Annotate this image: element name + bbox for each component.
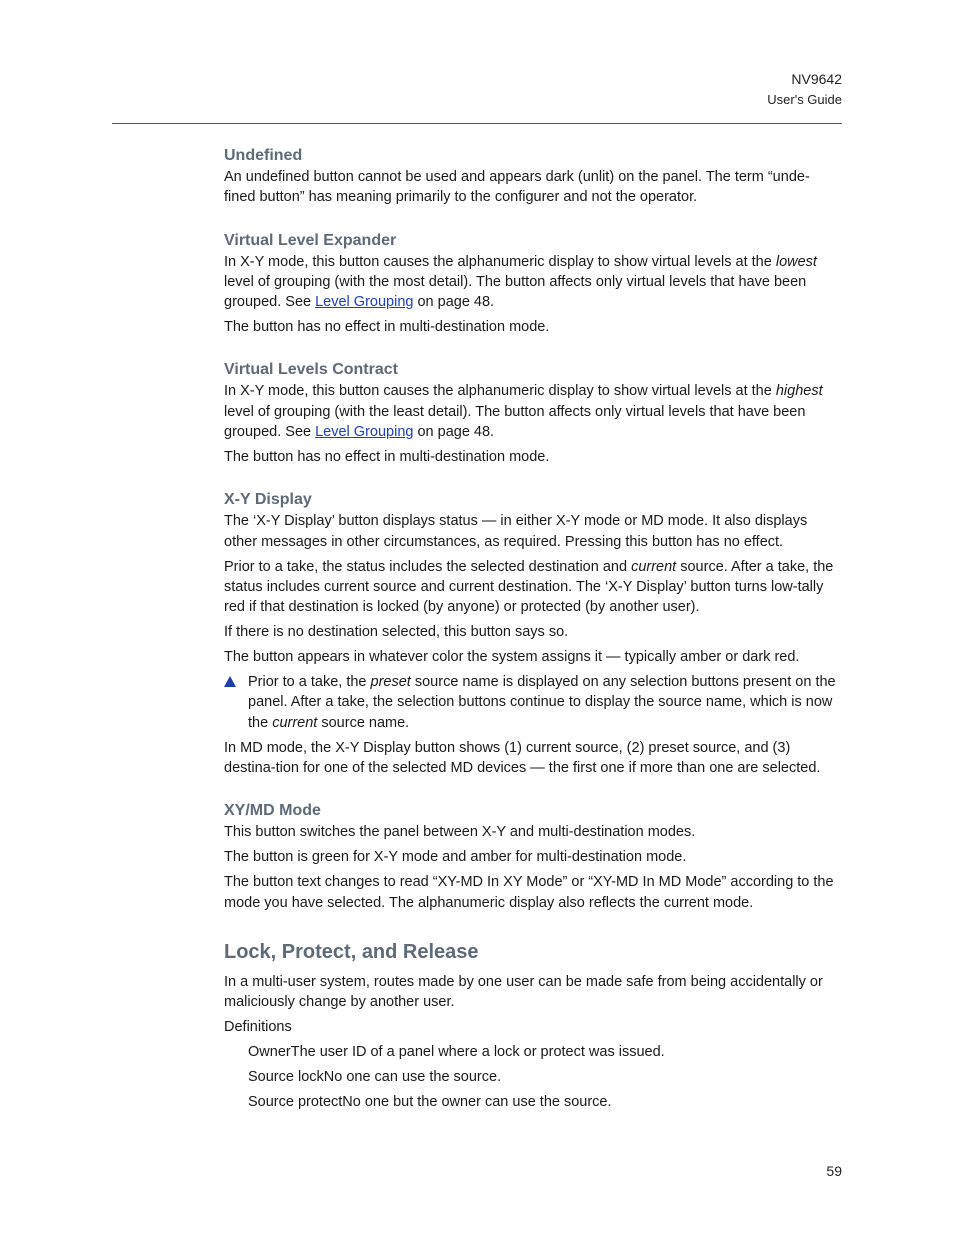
definition-item: OwnerThe user ID of a panel where a lock or protect was issued. bbox=[248, 1044, 665, 1061]
header-rule bbox=[112, 123, 842, 124]
heading-lock-protect-release: Lock, Protect, and Release bbox=[224, 940, 479, 963]
definition-item: Source lockNo one can use the source. bbox=[248, 1069, 502, 1086]
paragraph: This button switches the panel between X-Y and multi-destination modes. bbox=[224, 824, 696, 841]
paragraph: The button has no effect in multi-destination mode. bbox=[224, 449, 550, 466]
text: level of grouping (with the least detail). The button affects only virtual levels that have been grouped. See bbox=[224, 403, 806, 441]
text: level of grouping (with the most detail). The button affects only virtual levels that have been grouped. See bbox=[224, 273, 807, 311]
text: on page 48. bbox=[413, 424, 495, 441]
paragraph: An undefined button cannot be used and appears dark (unlit) on the panel. The term “unde-fined button” has meaning primarily to the configurer and not the operator. bbox=[224, 169, 810, 206]
emphasis: highest bbox=[775, 383, 823, 400]
definition-item: Source protectNo one but the owner can use the source. bbox=[248, 1094, 612, 1111]
triangle-bullet-icon bbox=[224, 676, 236, 687]
section-undefined bbox=[224, 145, 840, 208]
definitions-label: Definitions bbox=[224, 1019, 292, 1036]
section-virtual-level-expander bbox=[224, 230, 840, 338]
emphasis: lowest bbox=[775, 253, 817, 270]
level-grouping-link[interactable]: Level Grouping bbox=[315, 424, 414, 441]
paragraph: The button has no effect in multi-destination mode. bbox=[224, 319, 550, 336]
paragraph: The ‘X-Y Display’ button displays status — in either X-Y mode or MD mode. It also displays other messages in other circumstances, as required. Pressing this button has no effect. bbox=[224, 513, 808, 550]
paragraph bbox=[224, 381, 840, 442]
emphasis: current bbox=[272, 714, 318, 731]
text: source. After a take, the status includes current source and current destination. The ‘X-Y Display’ button turns low-tally red if that destination is locked (by anyone) or protected (by another user). bbox=[224, 558, 834, 616]
section-xy-display bbox=[224, 489, 840, 778]
text: In X-Y mode, this button causes the alphanumeric display to show virtual levels at the bbox=[224, 383, 776, 400]
text: Prior to a take, the bbox=[248, 674, 371, 691]
heading-xy-display: X-Y Display bbox=[224, 491, 312, 509]
paragraph: The button text changes to read “XY-MD In XY Mode” or “XY-MD In MD Mode” according to the mode you have selected. The alphanumeric display also reflects the current mode. bbox=[224, 874, 834, 911]
section-virtual-levels-contract bbox=[224, 359, 840, 467]
note-bullet bbox=[224, 672, 840, 733]
header-doc-title: User's Guide bbox=[767, 92, 842, 107]
paragraph: The button appears in whatever color the system assigns it — typically amber or dark red. bbox=[224, 649, 800, 666]
paragraph: In a multi-user system, routes made by one user can be made safe from being accidentally or maliciously change by another user. bbox=[224, 973, 823, 1011]
page-content bbox=[224, 145, 840, 1112]
paragraph: The button is green for X-Y mode and amber for multi-destination mode. bbox=[224, 849, 687, 866]
section-lock-protect-release bbox=[224, 939, 840, 1113]
page-number: 59 bbox=[826, 1163, 842, 1179]
paragraph bbox=[224, 252, 840, 313]
heading-undefined: Undefined bbox=[224, 147, 303, 164]
emphasis: preset bbox=[370, 674, 411, 691]
paragraph: In MD mode, the X-Y Display button shows (1) current source, (2) preset source, and (3) destina-tion for one of the selected MD devices — the first one if more than one are selected. bbox=[224, 739, 821, 777]
heading-virtual-level-expander: Virtual Level Expander bbox=[224, 231, 397, 249]
text: Prior to a take, the status includes the selected destination and bbox=[224, 558, 632, 575]
header-product: NV9642 bbox=[791, 71, 842, 87]
text: on page 48. bbox=[413, 294, 495, 311]
heading-xymd-mode: XY/MD Mode bbox=[224, 802, 321, 820]
section-xymd-mode bbox=[224, 800, 840, 913]
text: source name. bbox=[317, 714, 410, 731]
text: In X-Y mode, this button causes the alphanumeric display to show virtual levels at the bbox=[224, 253, 776, 270]
heading-virtual-levels-contract: Virtual Levels Contract bbox=[224, 361, 398, 379]
text: source name is displayed on any selection buttons present on the panel. After a take, the selection buttons continue to display the source name, which is now the bbox=[248, 674, 836, 731]
paragraph bbox=[224, 557, 840, 618]
level-grouping-link[interactable]: Level Grouping bbox=[315, 294, 414, 311]
paragraph: If there is no destination selected, this button says so. bbox=[224, 624, 569, 641]
emphasis: current bbox=[631, 558, 677, 575]
